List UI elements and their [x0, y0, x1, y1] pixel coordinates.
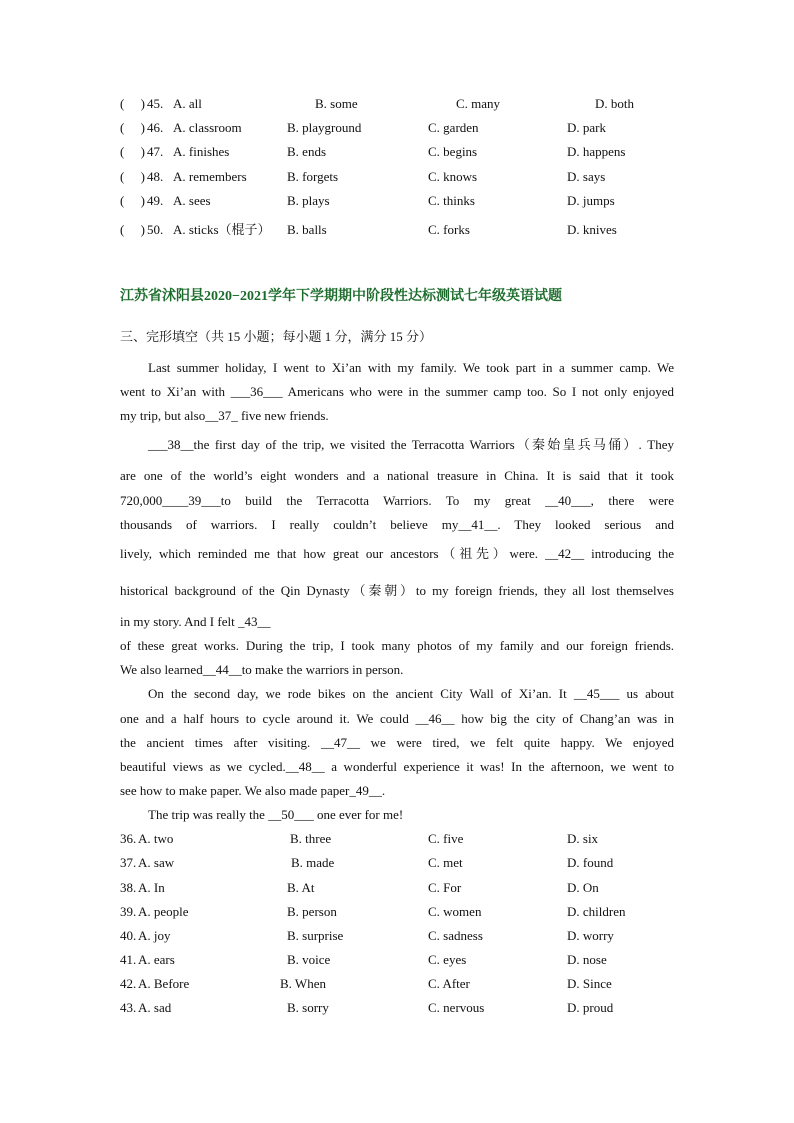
option-a: A. classroom: [173, 120, 242, 135]
option-d: D. found: [567, 855, 614, 870]
option-d: D. jumps: [567, 193, 615, 208]
passage-line: the ancient times after visiting. __47__ we were tired, we felt quite happy. We enjoyed: [120, 735, 674, 750]
option-b: B. made: [291, 855, 335, 870]
passage-line: On the second day, we rode bikes on the ancient City Wall of Xi’an. It __45___ us about: [148, 686, 674, 701]
question-number: 40.: [120, 928, 137, 943]
option-c: C. knows: [428, 169, 478, 184]
option-a: A. joy: [138, 928, 171, 943]
option-c: C. five: [428, 831, 464, 846]
answer-parentheses: ( ): [120, 193, 145, 208]
option-b: B. When: [280, 976, 326, 991]
question-number: 36.: [120, 831, 137, 846]
question-number: 46.: [147, 120, 164, 135]
option-a: A. two: [138, 831, 174, 846]
passage-line: are one of the world’s eight wonders and a national treasure in China. It is said that it took: [120, 468, 674, 483]
passage-line: my trip, but also__37_ five new friends.: [120, 408, 329, 423]
passage-line: see how to make paper. We also made paper_49__.: [120, 783, 386, 798]
passage-line: of these great works. During the trip, I took many photos of my family and our foreign friends.: [120, 638, 674, 653]
passage-line: went to Xi’an with ___36___ Americans who were in the summer camp too. So I not only enjoyed: [120, 384, 674, 399]
option-b: B. three: [290, 831, 332, 846]
passage-line: historical background of the Qin Dynasty（秦朝）to my foreign friends, they all lost themselves: [120, 583, 674, 598]
passage-line: Last summer holiday, I went to Xi’an with my family. We took part in a summer camp. We: [148, 360, 674, 375]
option-a: A. finishes: [173, 144, 230, 159]
option-a: A. sees: [173, 193, 211, 208]
option-c: C. met: [428, 855, 463, 870]
question-number: 48.: [147, 169, 164, 184]
option-a: A. Before: [138, 976, 190, 991]
option-a: A. sad: [138, 1000, 172, 1015]
option-b: B. ends: [287, 144, 326, 159]
option-b: B. forgets: [287, 169, 339, 184]
option-c: C. For: [428, 880, 462, 895]
passage-line: beautiful views as we cycled.__48__ a wonderful experience it was! In the afternoon, we went to: [120, 759, 674, 774]
option-c: C. After: [428, 976, 470, 991]
question-number: 39.: [120, 904, 137, 919]
option-c: C. nervous: [428, 1000, 485, 1015]
answer-parentheses: ( ): [120, 120, 145, 135]
question-number: 42.: [120, 976, 137, 991]
option-a: A. saw: [138, 855, 175, 870]
option-b: B. balls: [287, 222, 327, 237]
option-c: C. begins: [428, 144, 478, 159]
option-a: A. In: [138, 880, 165, 895]
question-number: 41.: [120, 952, 137, 967]
option-b: B. plays: [287, 193, 330, 208]
question-number: 49.: [147, 193, 164, 208]
option-d: D. children: [567, 904, 626, 919]
option-b: B. voice: [287, 952, 331, 967]
question-number: 47.: [147, 144, 164, 159]
answer-parentheses: ( ): [120, 96, 145, 111]
option-c: C. eyes: [428, 952, 467, 967]
option-d: D. park: [567, 120, 606, 135]
option-d: D. knives: [567, 222, 617, 237]
option-d: D. both: [595, 96, 634, 111]
passage-line: thousands of warriors. I really couldn’t believe my__41__. They looked serious and: [120, 517, 674, 532]
passage-line: one and a half hours to cycle around it. We could __46__ how big the city of Chang’an was in: [120, 711, 674, 726]
option-c: C. sadness: [428, 928, 483, 943]
option-c: C. thinks: [428, 193, 475, 208]
question-number: 50.: [147, 222, 164, 237]
option-a: A. remembers: [173, 169, 247, 184]
question-number: 37.: [120, 855, 137, 870]
option-d: D. worry: [567, 928, 614, 943]
option-d: D. Since: [567, 976, 612, 991]
passage-line: in my story. And I felt _43__: [120, 614, 271, 629]
option-d: D. On: [567, 880, 599, 895]
option-a: A. sticks（棍子）: [173, 222, 271, 237]
passage-line: ___38__the first day of the trip, we visited the Terracotta Warriors（秦始皇兵马俑）. They: [148, 437, 674, 452]
option-a: A. ears: [138, 952, 175, 967]
option-b: B. person: [287, 904, 337, 919]
option-a: A. people: [138, 904, 189, 919]
option-c: C. garden: [428, 120, 479, 135]
section-title: 三、完形填空（共 15 小题；每小题 1 分，满分 15 分）: [120, 329, 433, 344]
option-c: C. women: [428, 904, 482, 919]
option-c: C. forks: [428, 222, 470, 237]
passage-line: lively, which reminded me that how great our ancestors（祖先）were. __42__ introducing the: [120, 546, 674, 561]
passage-line: 720,000____39___to build the Terracotta Warriors. To my great __40___, there were: [120, 493, 674, 508]
option-c: C. many: [456, 96, 501, 111]
exam-heading: 江苏省沭阳县2020−2021学年下学期期中阶段性达标测试七年级英语试题: [120, 289, 562, 304]
passage-line: The trip was really the __50___ one ever for me!: [148, 807, 404, 822]
passage-line: We also learned__44__to make the warriors in person.: [120, 662, 404, 677]
option-d: D. six: [567, 831, 599, 846]
option-d: D. happens: [567, 144, 626, 159]
option-d: D. proud: [567, 1000, 614, 1015]
answer-parentheses: ( ): [120, 144, 145, 159]
option-b: B. some: [315, 96, 358, 111]
question-number: 38.: [120, 880, 137, 895]
question-number: 45.: [147, 96, 164, 111]
option-d: D. nose: [567, 952, 607, 967]
option-a: A. all: [173, 96, 202, 111]
answer-parentheses: ( ): [120, 222, 145, 237]
answer-parentheses: ( ): [120, 169, 145, 184]
option-b: B. sorry: [287, 1000, 329, 1015]
option-b: B. surprise: [287, 928, 344, 943]
question-number: 43.: [120, 1000, 137, 1015]
option-b: B. At: [287, 880, 315, 895]
option-b: B. playground: [287, 120, 362, 135]
option-d: D. says: [567, 169, 606, 184]
